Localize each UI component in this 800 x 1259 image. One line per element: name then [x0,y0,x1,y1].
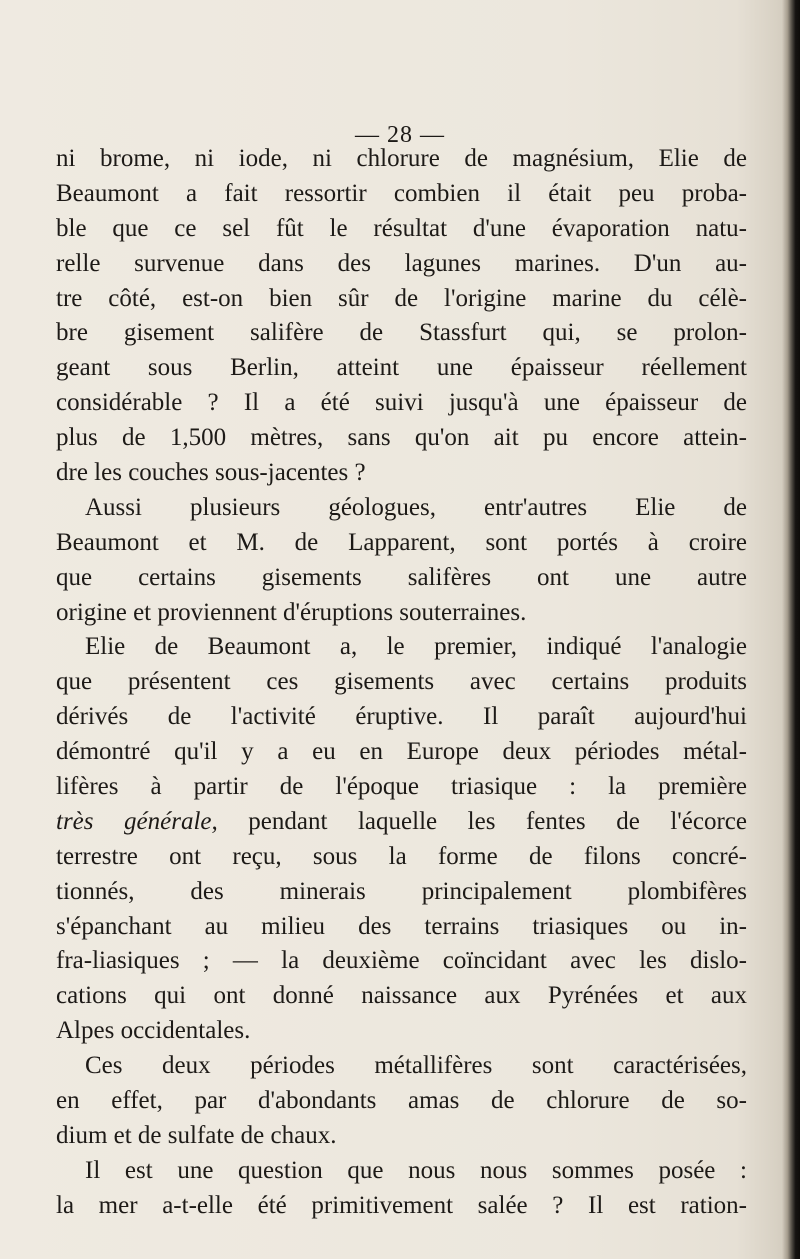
text-line: s'épanchant au milieu des terrains triasiques ou in- [56,912,747,940]
text-line: dérivés de l'activité éruptive. Il paraît aujourd'hui [56,703,747,731]
text-line: Beaumont et M. de Lapparent, sont portés à croire [56,528,747,556]
text-line: Beaumont a fait ressortir combien il était peu proba- [56,179,747,207]
text-line: bre gisement salifère de Stassfurt qui, se prolon- [56,319,747,347]
paragraph-start-line: Il est une question que nous nous sommes posée : [85,1156,747,1184]
text-line: dre les couches sous-jacentes ? [56,459,366,487]
paragraph-start-line: Ces deux périodes métallifères sont caractérisées, [85,1052,747,1080]
line-remainder: pendant laquelle les fentes de l'écorce [217,807,748,835]
paragraph-start-line: Aussi plusieurs géologues, entr'autres Elie de [85,493,747,521]
text-line: dium et de sulfate de chaux. [56,1121,337,1149]
text-line: plus de 1,500 mètres, sans qu'on ait pu encore attein- [56,424,747,452]
text-line: Alpes occidentales. [56,1017,251,1045]
text-line: relle survenue dans des lagunes marines. D'un au- [56,249,747,277]
paragraph-start-line: Elie de Beaumont a, le premier, indiqué l'analogie [85,633,747,661]
text-line: ni brome, ni iode, ni chlorure de magnésium, Elie de [56,145,747,172]
text-line: la mer a-t-elle été primitivement salée ? Il est ration- [56,1191,747,1219]
text-line: geant sous Berlin, atteint une épaisseur réellement [56,354,747,382]
text-line: lifères à partir de l'époque triasique : la première [56,773,747,801]
text-line: que présentent ces gisements avec certains produits [56,668,747,696]
italic-phrase: très générale, [56,807,218,835]
page-binding-edge [782,0,800,1259]
text-line: tionnés, des minerais principalement plombifères [56,877,747,905]
body-text [56,142,747,1224]
text-line: démontré qu'il y a eu en Europe deux périodes métal- [56,738,747,766]
text-line: que certains gisements salifères ont une autre [56,563,747,591]
text-line: fra-liasiques ; — la deuxième coïncidant avec les dislo- [56,947,747,975]
text-line: ble que ce sel fût le résultat d'une évaporation natu- [56,214,747,242]
page-number: — 28 — [355,122,445,148]
text-line: considérable ? Il a été suivi jusqu'à une épaisseur de [56,389,747,417]
text-line: origine et proviennent d'éruptions souterraines. [56,598,527,626]
text-line: cations qui ont donné naissance aux Pyrénées et aux [56,982,747,1010]
text-line: tre côté, est-on bien sûr de l'origine marine du célè- [56,284,747,312]
text-line-mixed [56,805,747,840]
text-line: terrestre ont reçu, sous la forme de filons concré- [56,842,747,870]
text-line: en effet, par d'abondants amas de chlorure de so- [56,1087,747,1115]
